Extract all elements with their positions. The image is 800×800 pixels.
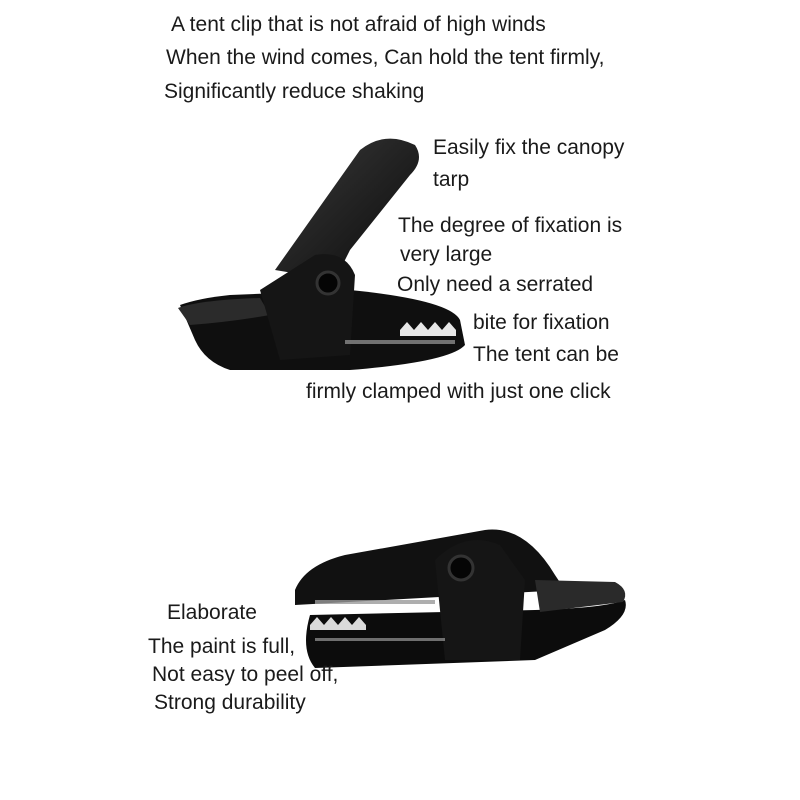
bottom-line-3: Not easy to peel off, bbox=[152, 663, 339, 686]
headline-2: When the wind comes, Can hold the tent firmly, bbox=[166, 46, 605, 69]
feature-1-line-1: Easily fix the canopy bbox=[433, 136, 625, 159]
bottom-line-1: Elaborate bbox=[167, 601, 257, 624]
feature-4-line-2: firmly clamped with just one click bbox=[306, 380, 611, 403]
clip-photo-bottom bbox=[285, 520, 635, 680]
feature-2-line-2: very large bbox=[400, 243, 493, 266]
feature-3-line-1: Only need a serrated bbox=[397, 273, 594, 296]
headline-1: A tent clip that is not afraid of high winds bbox=[171, 13, 546, 36]
feature-1-line-2: tarp bbox=[433, 168, 470, 191]
feature-2-line-1: The degree of fixation is bbox=[398, 214, 623, 237]
headline-3: Significantly reduce shaking bbox=[164, 80, 425, 103]
feature-3-line-2: bite for fixation bbox=[473, 311, 610, 334]
bottom-line-4: Strong durability bbox=[154, 691, 306, 714]
bottom-line-2: The paint is full, bbox=[148, 635, 296, 658]
feature-4-line-1: The tent can be bbox=[473, 343, 619, 366]
